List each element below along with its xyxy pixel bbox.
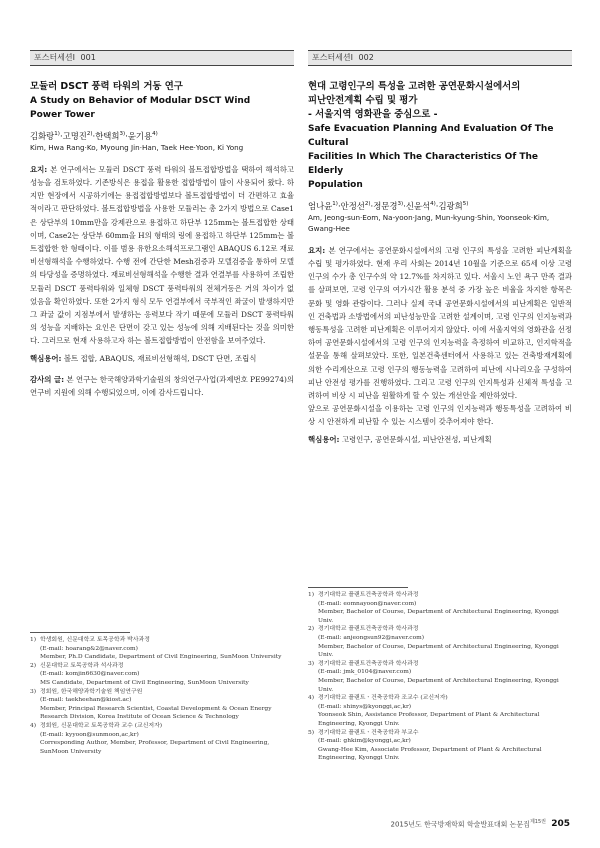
footnote-line: Member, Principal Research Scientist, Coastal Development & Ocean Energy Research Division, Korea Institute of Ocean Science & Technology	[40, 705, 272, 721]
footnote-line: 정회원, 한국해양과학기술원 책임연구원	[40, 688, 143, 695]
author-name: 김화랑	[30, 130, 55, 141]
author-name: 한택희	[95, 130, 120, 141]
footnote-line: (E-mail: komjin6630@naver.com)	[40, 671, 140, 678]
footnote-line: 경기대학교 플랜트건축공학과 학사과정	[318, 626, 419, 633]
footnote-number: 1)	[30, 637, 37, 643]
footnote-line: Gwang-Hee Kim, Associate Professor, Department of Plant & Architectural Engineering, Kyonggi Univ.	[318, 746, 542, 762]
author-separator: ·	[59, 130, 63, 141]
session-label: 포스터세션Ⅰ	[312, 53, 353, 62]
footnote-number: 2)	[30, 662, 37, 669]
abstract-label: 요지:	[308, 245, 326, 255]
acknowledgement-label: 감사의 글:	[30, 374, 65, 384]
session-label: 포스터세션Ⅰ	[34, 53, 75, 62]
author-affiliation-mark: 1)	[54, 131, 60, 137]
acknowledgement-text: 본 연구는 한국해양과학기술원의 창의연구사업(과제번호 PE99274)의 연구비 지원에 의해 수행되었으며, 이에 감사드립니다.	[30, 374, 294, 398]
footnote-line: (E-mail: jmk_0104@naver.com)	[318, 669, 412, 676]
author-name: 안정선	[340, 200, 365, 211]
paper-title-english-line1: Safe Evacuation Planning And Evaluation Of The Cultural	[308, 124, 554, 148]
footnote	[308, 625, 572, 659]
footnote	[30, 636, 294, 662]
paper-title-english-line3: Population	[308, 180, 363, 190]
session-header	[308, 50, 572, 66]
author-affiliation-mark: 1)	[332, 201, 338, 207]
footnote-body	[318, 625, 572, 659]
footnote-number: 5)	[308, 729, 315, 736]
footnote	[308, 660, 572, 694]
footnote-line: Corresponding Author, Member, Professor, Department of Civil Engineering, SunMoon University	[40, 740, 270, 755]
footnote	[30, 662, 294, 688]
footnote-body	[318, 729, 572, 763]
footnote-body	[40, 636, 294, 662]
author-affiliation-mark: 3)	[119, 131, 126, 137]
footnote	[30, 722, 294, 756]
session-header	[30, 50, 294, 66]
footnote	[30, 688, 294, 722]
author-affiliation-mark: 2)	[364, 201, 371, 207]
author-name: 엄나윤	[308, 200, 333, 211]
abstract	[30, 163, 294, 348]
author-name: 고명진	[62, 130, 87, 141]
footnote-number: 3)	[308, 660, 315, 667]
footnote-line: 경기대학교 플랜트ㆍ건축공학과 조교수 (교신저자)	[318, 695, 448, 702]
author-affiliation-mark: 4)	[152, 131, 158, 137]
footnote-line: 경기대학교 플랜트건축공학과 학사과정	[318, 660, 419, 667]
footnote-number: 3)	[30, 688, 37, 695]
footer-text: 2015년도 한국방재학회 학술발표대회 논문집	[390, 820, 530, 829]
footnote-line: 신문대학교 토목공학과 석사과정	[40, 662, 124, 669]
footer-suffix: 제15권	[529, 819, 546, 825]
author-separator: ·	[92, 130, 96, 141]
paper-right	[308, 50, 572, 446]
author-name: 정문경	[373, 200, 398, 211]
footnote-number: 4)	[30, 722, 37, 729]
footnote	[308, 694, 572, 728]
page-number: 205	[551, 819, 570, 830]
footnote-body	[318, 694, 572, 728]
footnote-body	[318, 591, 572, 625]
author-name: 윤기용	[127, 130, 153, 141]
footnote-line: 경기대학교 플랜트ㆍ건축공학과 부교수	[318, 729, 419, 736]
keywords	[30, 352, 294, 365]
footnote-divider	[308, 587, 408, 588]
footnote-line: MS Candidate, Department of Civil Engineering, SunMoon University	[40, 679, 249, 686]
authors-korean	[30, 128, 294, 142]
keywords	[308, 433, 572, 446]
footnote-line: (E-mail: anjeongsun92@naver.com)	[318, 634, 425, 641]
footnote-line: (E-mail: hoarang&2@naver.com)	[40, 645, 138, 652]
acknowledgement	[30, 373, 294, 399]
footnote	[308, 591, 572, 625]
footnote-number: 1)	[308, 592, 315, 598]
author-separator: ·	[125, 130, 128, 141]
paper-title-english-line2: Facilities In Which The Characteristics Of The Elderly	[308, 152, 539, 176]
footnote-line: 경기대학교 플랜트건축공학과 학사과정	[318, 592, 419, 598]
abstract	[308, 244, 572, 402]
footnote-divider	[30, 632, 130, 633]
page-footer	[390, 818, 570, 829]
author-name: 신윤석	[405, 200, 431, 211]
author-affiliation-mark: 4)	[430, 201, 436, 207]
author-name: 김광희	[438, 200, 463, 211]
footnotes-left	[30, 636, 294, 756]
authors-english: Kim, Hwa Rang·Ko, Myoung Jin·Han, Taek Hee·Yoon, Ki Yong	[30, 142, 244, 152]
footnote-line: (E-mail: ghkim@kyonggi,ac,kr)	[318, 738, 411, 745]
footnote-line: (E-mail: shinys@kyonggi,ac,kr)	[318, 703, 412, 710]
footnote-line: Yoonseok Shin, Assistance Professor, Department of Plant & Architectural Engineering, Kyonggi Univ.	[318, 712, 540, 727]
abstract-label: 요지:	[30, 164, 48, 174]
session-number: 002	[358, 53, 374, 62]
footnote-line: Member, Bachelor of Course, Department of Architectural Engineering, Kyonggi Univ.	[318, 643, 559, 659]
footnote-body	[40, 688, 294, 722]
keywords-label: 핵심용어:	[30, 353, 62, 363]
footnote-line: 정회원, 신문대학교 토목공학과 교수 (교신저자)	[40, 722, 163, 729]
paper-subtitle-korean: - 서울지역 영화관을 중심으로 -	[308, 109, 438, 120]
footnote-body	[318, 660, 572, 694]
footnote-line: Member, Bachelor of Course, Department of Architectural Engineering, Kyonggi Univ.	[318, 609, 559, 624]
keywords-text: 고령인구, 공연문화시설, 피난안전성, 피난계획	[341, 434, 492, 444]
footnote	[308, 729, 572, 763]
footnote-line: (E-mail: kyyoon@sunmoon,ac,kr)	[40, 731, 139, 738]
footnote-line: (E-mail: taekheehan@kiost.ac)	[40, 697, 132, 704]
footnote-line: Member, Bachelor of Course, Department of Architectural Engineering, Kyonggi Univ.	[318, 677, 559, 693]
footnote-body	[40, 662, 294, 688]
footnote-number: 4)	[308, 695, 315, 702]
author-affiliation-mark: 2)	[86, 131, 93, 137]
author-separator: ·	[403, 200, 406, 211]
keywords-text: 볼트 접합, ABAQUS, 재료비선형해석, DSCT 단면, 조립식	[63, 353, 257, 363]
paper-title-korean: 모듈러 DSCT 풍력 타워의 거동 연구	[30, 81, 183, 92]
footnote-line: Member, Ph.D Candidate, Department of Civil Engineering, SunMoon University	[40, 654, 282, 661]
abstract-text: 본 연구에서는 모듈러 DSCT 풍력 타워의 볼트접합방법을 택하여 해석하고 성능을 검토하였다. 기존방식은 용접을 활용한 접합방법이 많이 사용되어 왔다. 하지만 현장에서 시공하기에는 용접접합방법보다 볼트접합방법이 더 간편하고 효율적이라고 판단하였다. 볼트접합방법을 사용한 모듈러는 총 2가지 방법으로 Case1은 상단부의 10mm만을 강제관으로 용접하고 하단부 125mm는 볼트접합한 상태이며, Case2는 상단부 60mm을 H의 형태의 링에 용접하고 하단부 125mm는 볼트접합한 한 형태이다. 이를 범용 유한요소해석프로그램인 ABAQUS 6.12로 재료비선형해석을 수행하였다. 수행 전에 간단한 Mesh검증과 모델검증을 통하여 모델의 타당성을 증명하였다. 재료비선형해석을 수행한 결과 연결부를 사용하여 조립한 모듈러 DSCT 풍력타워와 일체형 DSCT 풍력타워의 전체거동은 거의 차이가 없었음을 확인하였다. 또한 2가지 형식 모두 연결부에서 국부적인 좌굴이 발생하지만 그 좌굴 값이 지점부에서 발생하는 응력보다 작기 때문에 모듈러 DSCT 풍력타워의 성능을 지배하는 요인은 단면이 갖고 있는 성능에 의해 지배된다는 것을 의미한다. 그러므로 현재 사용하고자 하는 볼트접합방법이 안전함을 보여주었다.	[30, 164, 294, 346]
footnotes-right	[308, 591, 572, 763]
paper-title-korean-line1: 현대 고령인구의 특성을 고려한 공연문화시설에서의	[308, 81, 521, 92]
paper-title-english-line1: A Study on Behavior of Modular DSCT Wind	[30, 96, 251, 106]
keywords-label: 핵심용어:	[308, 434, 340, 444]
footnote-body	[40, 722, 294, 756]
abstract-text: 본 연구에서는 공연문화시설에서의 고령 인구의 특성을 고려한 피난계획을 수립 및 평가하였다. 현재 우리 사회는 2014년 10월을 기준으로 65세 이상 고령 인구의 수가 총 인구수의 약 12.7%를 차지하고 있다. 서울시 노인 욕구 만족 결과를 살펴보면, 고령 인구의 여가시간 활용 분석 중 가장 높은 비율을 차지한 항목은 문화 및 영화 관람이다. 그러나 실제 국내 공연문화시설에서의 피난계획은 일반적인 건축법과 소방법에서의 피난성능만을 고려한 설계이며, 고령 인구의 인지능력과 행동특성을 고려한 피난계획은 이루어지지 않았다. 이에 서울지역의 영화관을 선정하여 공연문화시설에서의 고령 인구의 인지능력을 측정하여 비교하고, 인지학적을 설문을 통해 살펴보았다. 또한, 일본건축센터에서 사용하고 있는 건축방재계획에 의한 수리계산으로 고령 인구의 행동능력을 고려하여 피난에 시나리오을 구성하여 피난 안전성 평가를 진행하였다. 그리고 고령 인구의 인지특성과 신체적 특성을 고려하여 비상 시 피난을 원활하게 할 수 있는 개선안을 제안하였다.	[308, 245, 572, 401]
author-separator: ·	[370, 200, 374, 211]
author-affiliation-mark: 3)	[397, 201, 404, 207]
authors-korean	[308, 198, 572, 212]
author-affiliation-mark: 5)	[462, 201, 469, 207]
footnote-line: (E-mail: eomnayoon@naver.com)	[318, 600, 417, 607]
paper-title-english-line2: Power Tower	[30, 110, 95, 120]
authors-english: Am, Jeong-sun·Eom, Na-yoon·Jang, Mun-kyung·Shin, Yoonseok·Kim, Gwang-Hee	[308, 212, 550, 233]
footnote-number: 2)	[308, 626, 315, 633]
paper-left	[30, 50, 294, 399]
paper-title-korean-line2: 피난안전계획 수립 및 평가	[308, 95, 418, 106]
abstract-paragraph-2: 앞으로 공연문화시설을 이용하는 고령 인구의 인지능력과 행동특성을 고려하여 비상 시 안전하게 피난할 수 있는 시스템이 갖추어져야 한다.	[308, 404, 572, 427]
author-separator: ·	[435, 200, 439, 211]
author-separator: ·	[337, 200, 341, 211]
session-number: 001	[80, 53, 96, 62]
footnote-line: 학생회원, 신문대학교 토목공학과 박사과정	[40, 637, 150, 643]
